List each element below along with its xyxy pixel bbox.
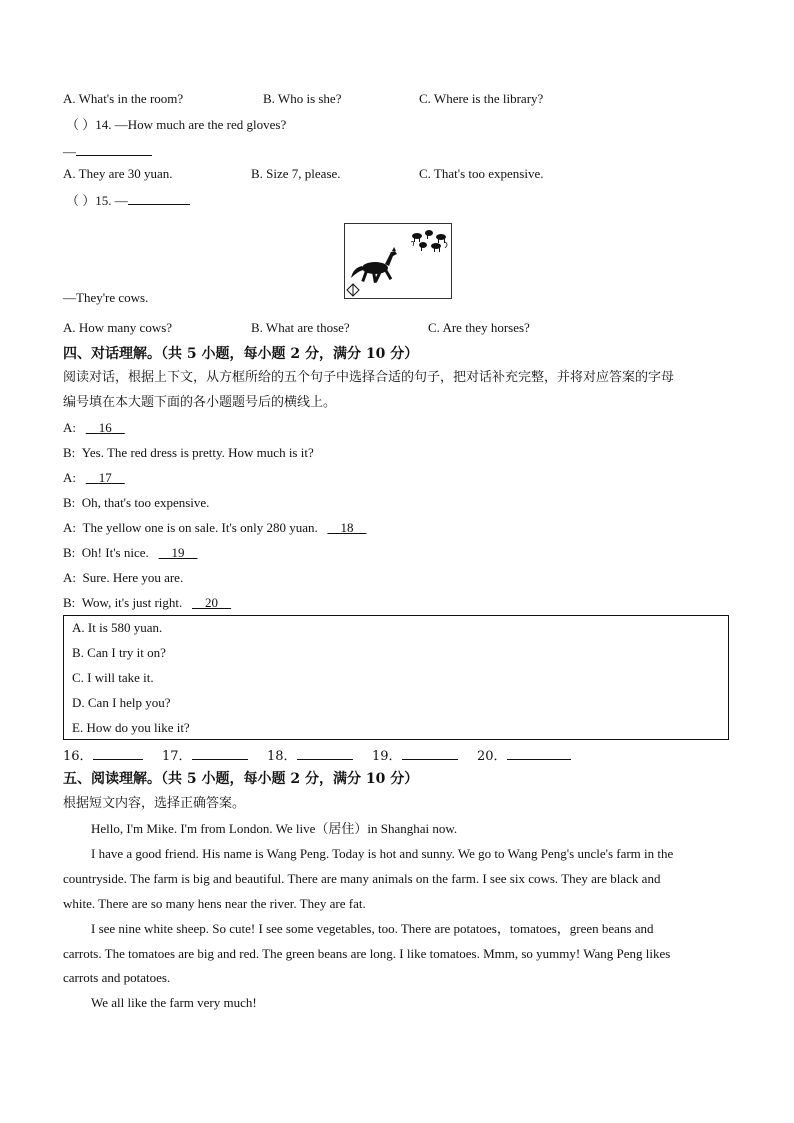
horse-illustration [345, 224, 451, 298]
cows-icon [412, 230, 446, 252]
choice-item: C. I will take it. [72, 670, 154, 685]
q15-number: （ ）15. — [66, 193, 128, 208]
choice-item: E. How do you like it? [72, 720, 190, 735]
answer-slot-18: 18． [267, 746, 353, 765]
dialogue-line [63, 595, 231, 611]
dialogue-text: Sure. Here you are. [82, 570, 184, 585]
dialogue-text: Oh, that's too expensive. [81, 495, 210, 510]
dialogue-text: The yellow one is on sale. It's only 280 yuan. [82, 520, 318, 535]
speaker-label: B: [63, 545, 76, 560]
section5-title: 五、阅读理解。（共 5 小题，每小题 2 分，满分 10 分） [63, 771, 419, 787]
q13-option-b: B. Who is she? [263, 91, 342, 106]
section5-instruction: 根据短文内容，选择正确答案。 [63, 796, 246, 811]
choice-item: A. It is 580 yuan. [72, 620, 163, 635]
horse-and-cows-picture [344, 223, 452, 299]
answer-slot-19: 19． [372, 746, 458, 765]
q14-option-c: C. That's too expensive. [419, 166, 544, 181]
q15-option-c: C. Are they horses? [428, 320, 530, 335]
dialogue-line [63, 470, 125, 486]
dialogue-text: Oh! It's nice. [81, 545, 149, 560]
answer-blank [507, 746, 571, 760]
dialogue-line [63, 420, 125, 436]
q14-option-b: B. Size 7, please. [251, 166, 341, 181]
dialogue-text: Wow, it's just right. [81, 595, 183, 610]
blank-19: 19 [171, 545, 185, 560]
passage-line: carrots and potatoes. [63, 970, 171, 985]
q15-option-b: B. What are those? [251, 320, 350, 335]
passage-paragraph-1: Hello, I'm Mike. I'm from London. We live（居住）in Shanghai now. [91, 821, 458, 836]
fence-icon [347, 284, 359, 296]
blank-17: 17 [98, 470, 112, 485]
dialogue-line [63, 495, 209, 511]
q14-answer-line [63, 142, 152, 160]
dialogue-line [63, 520, 366, 536]
blank-20: 20 [205, 595, 219, 610]
answer-slot-16: 16． [63, 746, 143, 765]
q13-option-a: A. What's in the room? [63, 91, 184, 106]
blank-16: 16 [98, 420, 112, 435]
dialogue-line [63, 570, 183, 586]
section4-instruction-1: 阅读对话，根据上下文，从方框所给的五个句子中选择合适的句子，把对话补充完整，并将对应答案的字母 [63, 370, 675, 385]
dialogue-line [63, 545, 198, 561]
q14-option-a: A. They are 30 yuan. [63, 166, 173, 181]
choice-item: D. Can I help you? [72, 695, 171, 710]
q14-dash: — [63, 144, 76, 159]
speaker-label: A: [63, 520, 76, 535]
answer-blank [192, 746, 248, 760]
blank-18: 18 [340, 520, 354, 535]
answer-blank [297, 746, 353, 760]
q13-option-c: C. Where is the library? [419, 91, 544, 106]
answer-slot-17: 17． [162, 746, 248, 765]
answer-blank [402, 746, 458, 760]
passage-line: countryside. The farm is big and beautiful. There are many animals on the farm. I see six cows. They are black and [63, 871, 661, 886]
q15-blank [128, 191, 190, 205]
speaker-label: B: [63, 595, 76, 610]
section4-instruction-2: 编号填在本大题下面的各小题题号后的横线上。 [63, 395, 337, 410]
horse-icon [351, 247, 397, 283]
speaker-label: A: [63, 470, 76, 485]
passage-line: I see nine white sheep. So cute! I see some vegetables, too. There are potatoes，tomatoes，green beans and [91, 921, 654, 936]
answer-blank [93, 746, 143, 760]
q15-response: —They're cows. [63, 290, 149, 305]
passage-line: carrots. The tomatoes are big and red. The green beans are long. I like tomatoes. Mmm, so yummy! Wang Peng likes [63, 946, 671, 961]
speaker-label: A: [63, 570, 76, 585]
q14-question: （ ）14. —How much are the red gloves? [66, 117, 287, 132]
passage-line: I have a good friend. His name is Wang Peng. Today is hot and sunny. We go to Wang Peng's uncle's farm in the [91, 846, 674, 861]
section4-title: 四、对话理解。（共 5 小题，每小题 2 分，满分 10 分） [63, 346, 419, 362]
passage-paragraph-4: We all like the farm very much! [91, 995, 257, 1010]
q15-question [66, 191, 190, 209]
speaker-label: A: [63, 420, 76, 435]
choice-item: B. Can I try it on? [72, 645, 166, 660]
dialogue-line [63, 445, 314, 461]
answer-slot-20: 20． [477, 746, 571, 765]
q14-blank [76, 142, 152, 156]
q15-option-a: A. How many cows? [63, 320, 173, 335]
speaker-label: B: [63, 495, 76, 510]
speaker-label: B: [63, 445, 76, 460]
passage-line: white. There are so many hens near the river. They are fat. [63, 896, 366, 911]
dialogue-text: Yes. The red dress is pretty. How much is it? [81, 445, 314, 460]
